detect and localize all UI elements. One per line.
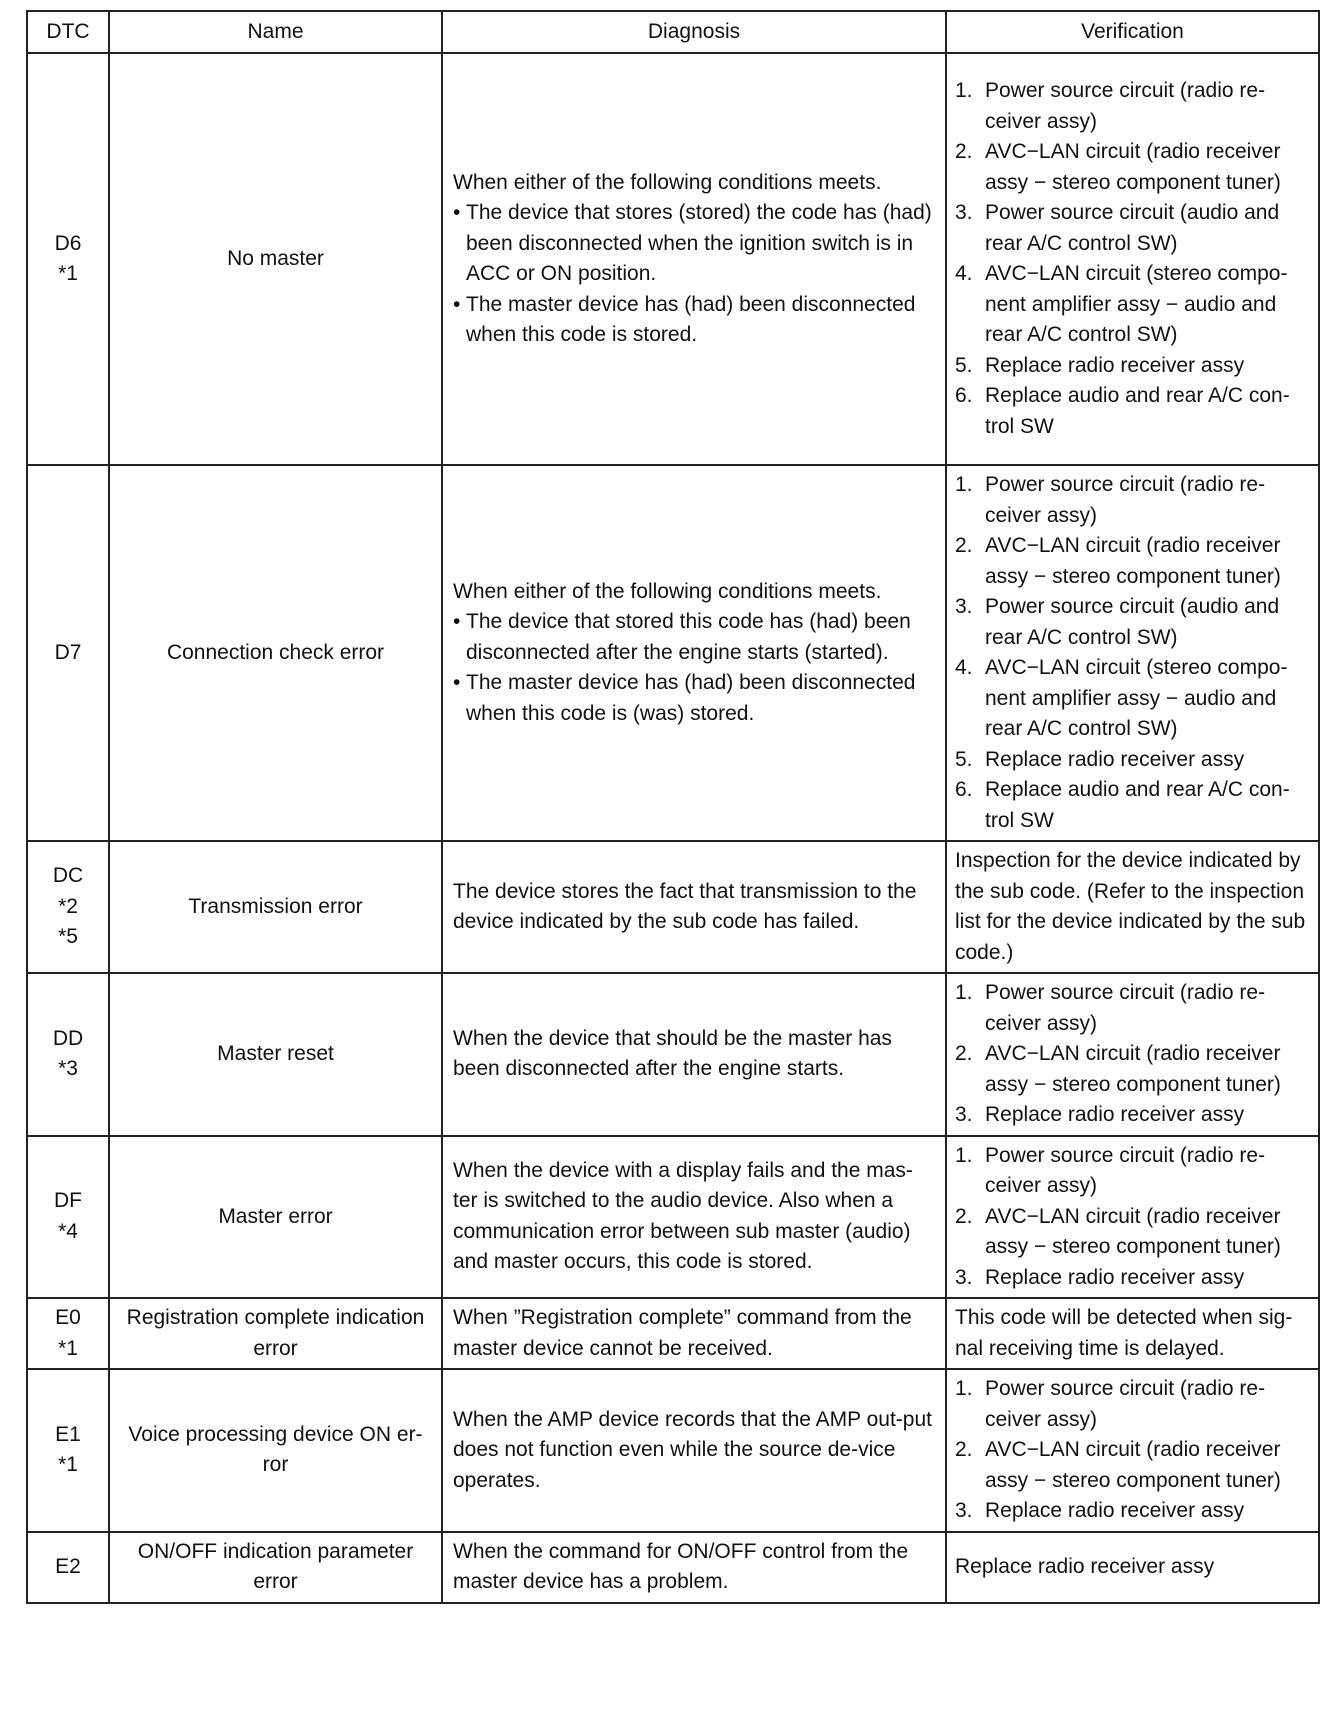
verification-step xyxy=(955,978,1312,1039)
header-dtc: DTC xyxy=(27,11,109,53)
step-text: AVC−LAN circuit (radio receiver assy − stereo component tuner) xyxy=(985,1042,1281,1096)
step-number: 1. xyxy=(955,473,973,496)
header-row xyxy=(27,11,1319,53)
diagnosis-conditions xyxy=(453,607,935,729)
table-row xyxy=(27,1136,1319,1299)
verification-step xyxy=(955,351,1312,382)
verification-step xyxy=(955,1496,1312,1527)
dtc-code-line: *1 xyxy=(58,1453,78,1477)
diagnosis-cell xyxy=(442,53,946,465)
step-text: AVC−LAN circuit (stereo compo-nent amplifier assy − audio and rear A/C control SW) xyxy=(985,656,1288,740)
diagnosis-cell xyxy=(442,1298,946,1369)
diagnosis-cell xyxy=(442,841,946,973)
verification-step xyxy=(955,531,1312,592)
diagnosis-cell xyxy=(442,973,946,1136)
verification-cell xyxy=(946,1369,1319,1532)
verification-step xyxy=(955,592,1312,653)
verification-step xyxy=(955,76,1312,137)
verification-cell xyxy=(946,841,1319,973)
dtc-code-line: E1 xyxy=(55,1422,81,1446)
step-text: AVC−LAN circuit (stereo compo-nent amplifier assy − audio and rear A/C control SW) xyxy=(985,262,1288,346)
dtc-cell xyxy=(27,973,109,1136)
dtc-cell xyxy=(27,465,109,841)
step-text: Replace radio receiver assy xyxy=(985,1265,1245,1289)
table-row xyxy=(27,841,1319,973)
step-text: Power source circuit (radio re-ceiver assy) xyxy=(985,473,1266,527)
verification-text: Inspection for the device indicated by the sub code. (Refer to the inspection list for the device indicated by the sub code.) xyxy=(955,849,1306,964)
verification-step xyxy=(955,259,1312,351)
step-number: 3. xyxy=(955,1499,973,1522)
verification-step xyxy=(955,775,1312,836)
dtc-cell xyxy=(27,1369,109,1532)
dtc-cell xyxy=(27,1298,109,1369)
diagnosis-intro: When either of the following conditions meets. xyxy=(453,170,882,194)
step-number: 6. xyxy=(955,384,973,407)
diagnosis-intro: When either of the following conditions meets. xyxy=(453,579,882,603)
step-number: 1. xyxy=(955,1143,973,1167)
name-cell: Registration complete indication error xyxy=(109,1298,442,1369)
diagnosis-cell xyxy=(442,1136,946,1299)
header-name: Name xyxy=(109,11,442,53)
step-text: Power source circuit (radio re-ceiver assy) xyxy=(985,1143,1266,1197)
diagnosis-text: When the device that should be the master has been disconnected after the engine starts. xyxy=(453,1026,892,1081)
dtc-code-line: DF xyxy=(54,1189,82,1213)
verification-step xyxy=(955,1141,1312,1202)
verification-step xyxy=(955,381,1312,442)
diagnosis-condition: • The device that stored this code has (had) been disconnected after the engine starts (started). xyxy=(453,607,935,668)
verification-step xyxy=(955,745,1312,776)
dtc-table xyxy=(26,10,1320,1604)
name-cell: Transmission error xyxy=(109,841,442,973)
verification-step xyxy=(955,653,1312,745)
verification-step xyxy=(955,1263,1312,1294)
verification-step xyxy=(955,1435,1312,1496)
step-text: Replace audio and rear A/C con-trol SW xyxy=(985,778,1290,832)
verification-steps xyxy=(955,978,1312,1131)
verification-text: This code will be detected when sig-nal receiving time is delayed. xyxy=(955,1306,1293,1360)
dtc-code-line: *5 xyxy=(58,925,78,949)
verification-cell xyxy=(946,973,1319,1136)
verification-step xyxy=(955,198,1312,259)
dtc-code-line: *1 xyxy=(58,1336,78,1360)
step-number: 3. xyxy=(955,1265,973,1289)
dtc-code-line: *1 xyxy=(58,262,78,285)
step-text: AVC−LAN circuit (radio receiver assy − stereo component tuner) xyxy=(985,534,1281,588)
name-cell: Master reset xyxy=(109,973,442,1136)
step-text: Power source circuit (radio re-ceiver assy) xyxy=(985,79,1266,133)
verification-cell xyxy=(946,1298,1319,1369)
step-number: 4. xyxy=(955,262,973,285)
verification-steps xyxy=(955,1141,1312,1294)
table-row xyxy=(27,1369,1319,1532)
diagnosis-text: When the command for ON/OFF control from the master device has a problem. xyxy=(453,1539,909,1593)
step-text: Power source circuit (radio re-ceiver assy) xyxy=(985,981,1266,1035)
step-text: AVC−LAN circuit (radio receiver assy − stereo component tuner) xyxy=(985,1204,1281,1258)
verification-step xyxy=(955,1039,1312,1100)
name-cell: Connection check error xyxy=(109,465,442,841)
diagnosis-cell xyxy=(442,1369,946,1532)
step-text: Power source circuit (audio and rear A/C control SW) xyxy=(985,595,1280,649)
step-number: 2. xyxy=(955,1042,973,1065)
step-number: 5. xyxy=(955,353,973,377)
verification-step xyxy=(955,1100,1312,1131)
verification-step xyxy=(955,1202,1312,1263)
step-number: 2. xyxy=(955,534,973,557)
step-text: Replace audio and rear A/C con-trol SW xyxy=(985,384,1290,438)
step-number: 5. xyxy=(955,747,973,771)
table-row xyxy=(27,465,1319,841)
verification-cell xyxy=(946,1136,1319,1299)
header-diagnosis: Diagnosis xyxy=(442,11,946,53)
diagnosis-cell xyxy=(442,1532,946,1603)
dtc-cell xyxy=(27,1532,109,1603)
step-number: 2. xyxy=(955,1438,973,1461)
name-cell: Master error xyxy=(109,1136,442,1299)
step-text: Power source circuit (radio re-ceiver assy) xyxy=(985,1377,1266,1431)
step-text: Power source circuit (audio and rear A/C control SW) xyxy=(985,201,1280,255)
verification-cell xyxy=(946,465,1319,841)
table-row xyxy=(27,53,1319,465)
dtc-cell xyxy=(27,53,109,465)
step-text: Replace radio receiver assy xyxy=(985,747,1245,771)
dtc-code-line: D6 xyxy=(54,231,82,255)
diagnosis-text: When the AMP device records that the AMP out-put does not function even while the source de-vice operates. xyxy=(453,1407,932,1492)
verification-steps xyxy=(955,1374,1312,1527)
step-number: 3. xyxy=(955,595,973,618)
name-cell: No master xyxy=(109,53,442,465)
dtc-code-line: D7 xyxy=(54,640,82,664)
dtc-code-line: *4 xyxy=(58,1219,78,1243)
name-cell: Voice processing device ON er-ror xyxy=(109,1369,442,1532)
dtc-code-line: *3 xyxy=(58,1057,78,1081)
diagnosis-cell xyxy=(442,465,946,841)
verification-steps xyxy=(955,470,1312,836)
step-text: Replace radio receiver assy xyxy=(985,1103,1245,1126)
dtc-code-line: *2 xyxy=(58,894,78,918)
step-text: Replace radio receiver assy xyxy=(985,1499,1245,1522)
step-number: 4. xyxy=(955,656,973,679)
verification-cell xyxy=(946,1532,1319,1603)
dtc-code-line: E0 xyxy=(55,1306,81,1329)
diagnosis-condition: • The master device has (had) been disconnected when this code is stored. xyxy=(453,290,935,351)
diagnosis-text: When the device with a display fails and the mas-ter is switched to the audio device. Also when a communication error between sub master (audio) and master occurs, this code is stored. xyxy=(453,1158,913,1274)
verification-step xyxy=(955,1374,1312,1435)
diagnosis-text: The device stores the fact that transmission to the device indicated by the sub code has failed. xyxy=(453,879,917,933)
diagnosis-condition: • The device that stores (stored) the code has (had) been disconnected when the ignition switch is in ACC or ON position. xyxy=(453,198,935,290)
dtc-cell xyxy=(27,1136,109,1299)
dtc-code-line: E2 xyxy=(55,1554,81,1578)
diagnosis-text: When ”Registration complete” command from the master device cannot be received. xyxy=(453,1306,912,1360)
table-row xyxy=(27,1298,1319,1369)
step-text: AVC−LAN circuit (radio receiver assy − stereo component tuner) xyxy=(985,1438,1281,1492)
step-number: 3. xyxy=(955,1103,973,1126)
verification-steps xyxy=(955,76,1312,442)
diagnosis-conditions xyxy=(453,198,935,351)
step-text: AVC−LAN circuit (radio receiver assy − stereo component tuner) xyxy=(985,140,1281,194)
table-row xyxy=(27,1532,1319,1603)
step-number: 2. xyxy=(955,140,973,163)
verification-cell xyxy=(946,53,1319,465)
step-number: 1. xyxy=(955,1377,973,1400)
dtc-code-line: DC xyxy=(52,864,84,888)
dtc-code-line: DD xyxy=(52,1026,84,1050)
verification-step xyxy=(955,137,1312,198)
step-number: 1. xyxy=(955,79,973,102)
step-number: 2. xyxy=(955,1204,973,1228)
diagnosis-condition: • The master device has (had) been disconnected when this code is (was) stored. xyxy=(453,668,935,729)
name-cell: ON/OFF indication parameter error xyxy=(109,1532,442,1603)
verification-step xyxy=(955,470,1312,531)
table-row xyxy=(27,973,1319,1136)
dtc-cell xyxy=(27,841,109,973)
step-text: Replace radio receiver assy xyxy=(985,353,1245,377)
step-number: 1. xyxy=(955,981,973,1004)
step-number: 6. xyxy=(955,778,973,801)
header-verification: Verification xyxy=(946,11,1319,53)
verification-text: Replace radio receiver assy xyxy=(955,1554,1215,1578)
step-number: 3. xyxy=(955,201,973,224)
